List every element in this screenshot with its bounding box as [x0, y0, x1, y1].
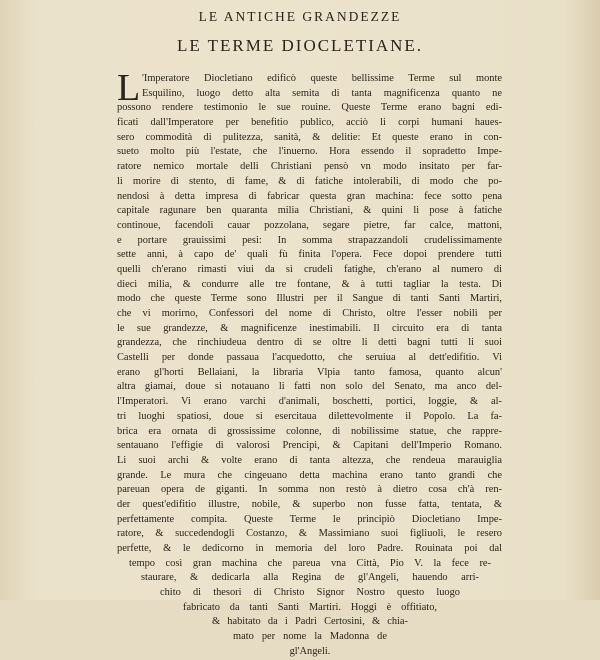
text-line: sentauano l'effigie di valorosi Prencipi, & Capitani dell'Imperio Romano.: [117, 440, 502, 452]
text-line: tri luoghi spatiosi, doue si esercitaua dilettevolmente il Popolo. La fa-: [117, 410, 502, 422]
text-line: modo che queste Terme sono Illustri per il Sangue di tanti Santi Martiri,: [117, 293, 502, 305]
text-line: pareuan opera de giganti. In somma non restò à dietro cosa ch'à ren-: [117, 484, 502, 496]
text-line: continoue, facendoli cauar pozzolana, segare pietre, far calce, mattoni,: [117, 219, 502, 231]
text-line: mato per nome la Madonna de: [233, 631, 387, 643]
text-line: Esquilino, luogo detto alta semita di tanta magnificenza quanto ne: [142, 87, 502, 99]
text-line: Castelli per donde passaua l'acquedotto, che seruiua al dett'edifitio. Vi: [117, 352, 502, 364]
text-line: grandezza, che rinchiudeua dentro di se oltre li detti bagni tutti li suoi: [117, 337, 502, 349]
text-line: der quest'edifitio illustre, nobile, & superbo non fusse fatta, tentata, &: [117, 498, 502, 510]
text-line: capitale ragunare ben quaranta milia Christiani, & quini li pose à fatiche: [117, 205, 502, 217]
text-line: che vi morirno, Confessori del nome di Christo, oltre l'esser nobili per: [117, 308, 502, 319]
text-line: l'Imperatori. Vi erano varchi d'animali, boschetti, portici, loggie, & al-: [117, 396, 502, 408]
text-line: gl'Angeli.: [289, 645, 331, 657]
drop-cap: L: [117, 67, 141, 109]
text-line: perfettamente compita. Queste Terme le principiò Diocletiano Impe-: [117, 513, 502, 525]
text-line: Li suoi archi & volte erano di tanta altezza, che rendeua marauiglia: [117, 454, 502, 466]
text-line: e portare grauissimi pesi: In somma strapazzandoli crudelissimamente: [117, 234, 502, 246]
text-line: chito di thesori di Christo Signor Nostro questo luogo: [160, 587, 460, 599]
text-line: fabricato da tanti Santi Martiri. Hoggi è offitiato,: [183, 601, 437, 613]
text-line: staurare, & dedicarla alla Regina de gl'Angeli, hauendo arri-: [141, 572, 479, 584]
text-line: sueto molto più l'estate, che l'inuerno. Hora essendo il sopradetto Impe-: [117, 146, 502, 158]
text-line: ratore, & succedendogli Costanzo, & Massimiano suoi figliuoli, le resero: [117, 528, 502, 540]
text-line: altra giamai, doue si notauano li fatti non solo del Senato, ma anco del-: [117, 381, 502, 393]
text-line: grande. Le mura che cingeuano detta machina erano tanto grandi che: [117, 469, 502, 481]
text-line: & habitato da i Padri Certosini, & chia-: [212, 616, 408, 628]
text-line: sette anni, à capo de' quali fù finita l'opera. Fece dopoi prendere tutti: [117, 249, 502, 261]
text-line: perfette, & le dedicorno in memoria del loro Padre. Rouinata poi dal: [117, 543, 502, 554]
text-line: tempo così gran machina che pareua vna Città, Pio V. la fece re-: [129, 557, 491, 569]
text-line: li morire di stento, di fame, & di fatiche intolerabili, di modo che po-: [117, 175, 502, 187]
text-line: sero commodità di pulitezza, sanità, & delitie: Et queste erano in con-: [117, 131, 502, 143]
text-line: ratore nemico mortale delli Christiani pensò vn modo insitato per far-: [117, 161, 502, 173]
text-line: erano gl'horti Bellaiani, la libraria Vlpia tanto famosa, quanto alcun': [117, 366, 502, 378]
text-line: nendosi à detta impresa di fabricar questa gran machina: fece sotto pena: [117, 190, 502, 202]
text-line: possono rendere testimonio le sue rouine. Queste Terme erano bagni edi-: [117, 102, 502, 114]
chapter-body: [117, 67, 502, 660]
text-line: le sue grandezze, & magnificenze inestimabili. Il circuito era di tanta: [117, 322, 502, 334]
running-head: LE ANTICHE GRANDEZZE: [198, 9, 402, 24]
text-line: quelli ch'erano rimasti viui da sì crudeli fatighe, ch'erano al numero di: [117, 263, 502, 275]
text-line: dieci milia, & condurre alle tre fontane, & à tutti tagliar la testa. Di: [117, 278, 502, 290]
text-line: ficati dall'Imperatore per benefitio publico, acciò li corpi humani haues-: [117, 117, 502, 129]
text-line: brica era ornata di grossissime colonne, di nobilissime statue, che rappre-: [117, 425, 502, 437]
chapter-title: LE TERME DIOCLETIANE.: [176, 36, 424, 55]
text-line: 'Imperatore Diocletiano edificò queste bellissime Terme sul monte: [142, 73, 502, 84]
